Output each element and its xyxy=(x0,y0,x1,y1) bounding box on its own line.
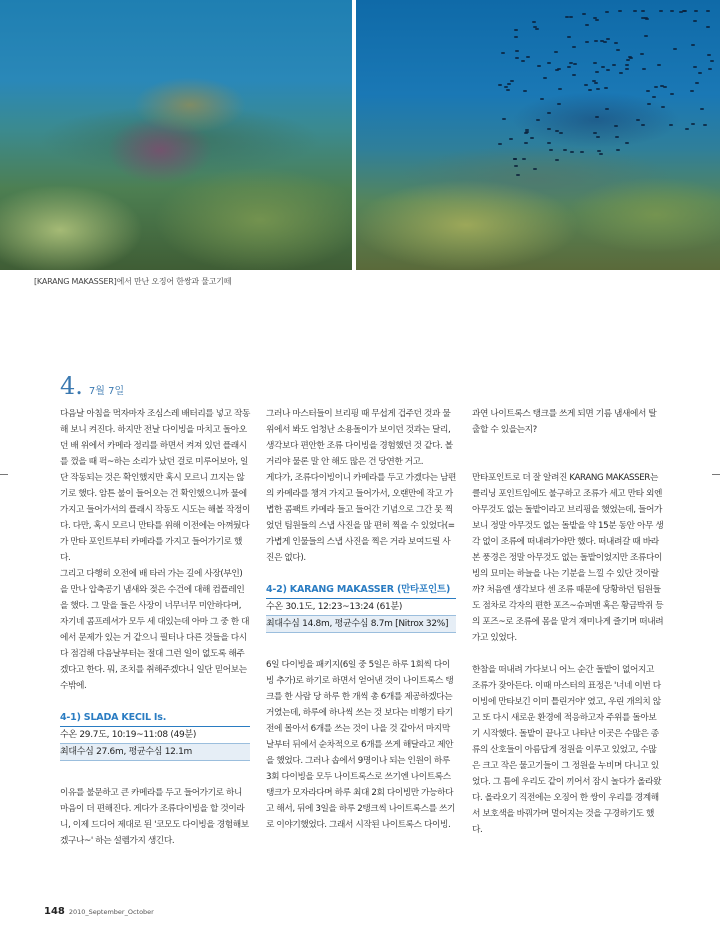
fish-shape xyxy=(695,82,699,84)
paragraph: 그리고 다행히 오전에 배 타러 가는 길에 사장(부인)을 만나 압축공기 냄새와 젖은 수건에 대해 컴플레인을 했다. 그 말을 들은 사장이 너무너무 미안하다며, 자기네 콤프레셔가 모두 세 대있는데 아마 그 중 한 대에서 문제가 있는 거 같으니 필터나 다른 것들을 다시 다 점검해 다음날부터는 절대 그런 일이 없도록 해주겠다고 한다. 뭐, 조치를 취해주겠다니 일단 믿어보는 수밖에. xyxy=(60,569,250,691)
text-column-2 xyxy=(266,406,456,833)
fish-shape xyxy=(536,119,540,121)
cuttlefish-photo xyxy=(0,0,352,270)
fish-shape xyxy=(670,10,674,12)
fish-shape xyxy=(593,62,597,64)
dive-info-box xyxy=(266,582,456,633)
fish-shape xyxy=(693,66,697,68)
fish-shape xyxy=(498,84,502,86)
fish-shape xyxy=(595,116,599,118)
fish-shape xyxy=(567,36,571,38)
fish-shape xyxy=(640,53,644,55)
fish-shape xyxy=(514,165,518,167)
fish-shape xyxy=(606,69,610,71)
fish-shape xyxy=(554,51,558,53)
fish-shape xyxy=(507,83,511,85)
fish-shape xyxy=(647,103,651,105)
fish-shape xyxy=(673,48,677,50)
fish-shape xyxy=(636,119,640,121)
fish-shape xyxy=(614,42,618,44)
fish-shape xyxy=(585,24,589,26)
fish-shape xyxy=(641,10,645,12)
text-column-3 xyxy=(472,406,664,838)
paragraph: 과연 나이트록스 탱크를 쓰게 되면 기름 냄새에서 탈출할 수 있을는지? xyxy=(472,409,657,435)
paragraph: 이유를 불문하고 큰 카메라를 두고 들어가기로 하니 마음이 더 편해진다. 게다가 조류다이빙을 할 것이라니, 이제 드디어 제대로 된 '코모도 다이빙을 경험해보겠구나~' 하는 설렘가지 생긴다. xyxy=(60,788,249,846)
fish-shape xyxy=(710,60,714,62)
fish-shape xyxy=(509,138,513,140)
fish-shape xyxy=(555,159,559,161)
fish-shape xyxy=(540,98,544,100)
fish-shape xyxy=(525,131,529,133)
fish-shape xyxy=(549,149,553,151)
fish-shape xyxy=(563,149,567,151)
fish-shape xyxy=(573,63,577,65)
fish-shape xyxy=(606,38,610,40)
fish-shape xyxy=(642,68,646,70)
fish-shape xyxy=(694,10,698,12)
dive-info-time: 수온 30.1도, 12:23~13:24 (61분) xyxy=(266,599,456,616)
fish-shape xyxy=(626,59,630,61)
fish-shape xyxy=(605,108,609,110)
fish-shape xyxy=(616,149,620,151)
fish-shape xyxy=(572,46,576,48)
photo-caption: [KARANG MAKASSER]에서 만난 오징어 한쌍과 물고기떼 xyxy=(34,277,232,286)
paragraph: 6일 다이빙을 패키지(6일 중 5일은 하루 1회씩 다이빙 추가)로 하기로 하면서 얻어낸 것이 나이트록스 탱크를 한 사람 당 하루 한 개씩 총 6개를 제공하겠다는 거였는데, 하루에 하나씩 쓰는 것 보다는 비행기 타기 전에 몰아서 6개를 쓰는 것이 나을 것 같아서 마지막 날부터 뒤에서 순차적으로 6개를 쓰게 해달라고 제안을 했었다. 그러나 솝에서 9명이나 되는 인원이 하루 3회 다이빙을 모두 나이트록스로 쓰기엔 나이트록스 탱크가 모자라다며 하루 최대 2회 다이빙만 가능하다고 해서, 뒤에 3일을 하루 2탱크씩 나이트록스를 쓰기로 이야기했었다. 그래서 시작된 나이트록스 다이빙. xyxy=(266,660,455,830)
dive-info-title: 4-1) SLADA KECIL Is. xyxy=(60,710,250,727)
registration-mark xyxy=(712,474,720,475)
fish-shape xyxy=(625,142,629,144)
fish-shape xyxy=(707,54,711,56)
fish-shape xyxy=(593,17,597,19)
fish-shape xyxy=(601,66,605,68)
fish-shape xyxy=(558,88,562,90)
fish-shape xyxy=(625,64,629,66)
fish-shape xyxy=(584,84,588,86)
fish-shape xyxy=(569,62,573,64)
fish-shape xyxy=(516,174,520,176)
fish-shape xyxy=(570,151,574,153)
fish-shape xyxy=(557,103,561,105)
fish-shape xyxy=(660,85,664,87)
dive-info-time: 수온 29.7도, 10:19~11:08 (49분) xyxy=(60,727,250,744)
fish-shape xyxy=(522,158,526,160)
fish-shape xyxy=(525,129,529,131)
fish-shape xyxy=(683,10,687,12)
fish-shape xyxy=(532,21,536,23)
fish-shape xyxy=(703,124,707,126)
fish-shape xyxy=(599,153,603,155)
fish-shape xyxy=(614,125,618,127)
fish-shape xyxy=(618,10,622,12)
fish-shape xyxy=(521,60,525,62)
fish-shape xyxy=(669,124,673,126)
fish-shape xyxy=(670,93,674,95)
fish-shape xyxy=(592,80,596,82)
fish-shape xyxy=(580,151,584,153)
paragraph: 만타포인트로 더 잘 알려진 KARANG MAKASSER는 클리닝 포인트임에도 불구하고 조류가 세고 만타 외엔 아무것도 없는 돌밭이라고 브리핑을 했었는데, 들어가 보니 정말 아무것도 없는 돌밭을 약 15분 동안 아무 생각 없이 조류에 떠내려가야만 했다. 떠내려갈 때 바라본 풍경은 정말 아무것도 없는 돌밭이었지만 조류다이빙의 묘미는 하늘을 나는 기분을 느낄 수 있단 것이랄까? 처음엔 생각보다 센 조류 때문에 당황하던 팀원들도 점차로 각자의 편한 포즈~슈퍼맨 혹은 황금박쥐 등의 포즈~로 조류에 몸을 맡겨 재미나게 즐기며 떠내려가고 있었다. xyxy=(472,473,664,643)
fish-shape xyxy=(559,132,563,134)
fish-shape xyxy=(615,136,619,138)
page-footer xyxy=(44,906,154,917)
fish-shape xyxy=(652,96,656,98)
fish-shape xyxy=(510,80,514,82)
fish-shape xyxy=(594,82,598,84)
paragraph: 다음날 아침을 먹자마자 조심스레 배터리를 넣고 작동해 보니 켜진다. 하지만 전날 다이빙을 마치고 돌아오던 배 위에서 카메라 정리를 하면서 켜져 있던 플래시를 껐을 때 퍽~하는 소리가 났던 걸로 미루어보아, 일단 작동되는 것은 확인했지만 혹시 모르니 끄지는 않기로 했다. 암튼 불이 들어오는 건 확인했으니까 물에 가지고 들어가서의 플래시 작동도 시도는 해볼 작정이다. 다만, 혹시 모르니 만타를 위해 이전에는 아껴뒀다가 만타 포인트부터 카메라를 가지고 들어가기로 했다. xyxy=(60,409,250,563)
fish-shape xyxy=(514,36,518,38)
fish-shape xyxy=(595,71,599,73)
fish-shape xyxy=(547,62,551,64)
fish-shape xyxy=(543,77,547,79)
fish-shape xyxy=(533,168,537,170)
fish-shape xyxy=(691,123,695,125)
fish-shape xyxy=(659,10,663,12)
fish-shape xyxy=(625,68,629,70)
fish-shape xyxy=(596,136,600,138)
paragraph: 게다가, 조류다이빙이니 카메라를 두고 가겠다는 남편의 카메라를 챙겨 가지고 들어가서, 오랜만에 작고 가볍한 콤팩트 카메라 들고 들어간 기념으로 그간 못 찍었던 팀원들의 스냅 사진을 많 편히 찍을 수 있었다(=가볍게 인물들의 스냅 사진을 찍은 거라 보여드릴 사진은 없다). xyxy=(266,473,456,563)
fish-shape xyxy=(644,35,648,37)
fish-shape xyxy=(567,66,571,68)
paragraph: 한참을 떠내려 가다보니 어느 순간 돌밭이 없어지고 조류가 잦아든다. 이때 마스터의 표정은 '너네 이번 다이빙에 만타보긴 이미 틀린거야' 였고, 우린 개의치 않고 또 다시 새로운 환경에 적응하고자 주위를 돌아보기 시작했다. 돌밭이 끝나고 나타난 이곳은 수많은 종류의 산호들이 아름답게 정원을 이루고 있었고, 수많은 크고 작은 물고기들이 그 정원을 누비며 다니고 있었다. 그 틈에 우리도 같이 끼어서 잠시 놀다가 올라왔다. 올라오기 직전에는 오징어 한 쌍이 우리를 경계해서 보호색을 바꿔가며 멀어지는 것을 구경하기도 했다. xyxy=(472,665,662,835)
fish-shape xyxy=(582,13,586,15)
fish-shape xyxy=(588,89,592,91)
fish-shape xyxy=(585,41,589,43)
page-number: 148 xyxy=(44,906,65,917)
fish-shape xyxy=(515,50,519,52)
fish-shape xyxy=(612,64,616,66)
fish-shape xyxy=(501,52,505,54)
fish-school-photo xyxy=(356,0,720,270)
text-column-1 xyxy=(60,406,250,849)
fish-shape xyxy=(593,132,597,134)
fish-shape xyxy=(498,143,502,145)
fish-shape xyxy=(526,56,530,58)
paragraph: 그러나 마스터들이 브리핑 때 무섭게 겁주던 것과 물 위에서 봐도 엄청난 소용돌이가 보이던 것과는 달리, 생각보다 편안한 조류 다이빙을 경험했던 것 같다. 볼거리야 물론 말 안 해도 많은 건 당연한 거고. xyxy=(266,409,453,467)
fish-shape xyxy=(572,74,576,76)
fish-shape xyxy=(646,90,650,92)
fish-shape xyxy=(706,10,710,12)
section-date: 7월 7일 xyxy=(88,386,125,397)
fish-shape xyxy=(603,41,607,43)
fish-shape xyxy=(594,40,598,42)
fish-shape xyxy=(628,56,632,58)
fish-shape xyxy=(708,68,712,70)
fish-shape xyxy=(547,142,551,144)
fish-shape xyxy=(633,10,637,12)
fish-shape xyxy=(569,16,573,18)
fish-shape xyxy=(693,20,697,22)
fish-shape xyxy=(645,18,649,20)
fish-shape xyxy=(506,89,510,91)
fish-shape xyxy=(502,118,506,120)
fish-shape xyxy=(616,49,620,51)
fish-shape xyxy=(657,64,661,66)
fish-shape xyxy=(504,86,508,88)
fish-shape xyxy=(698,72,702,74)
fish-shape xyxy=(515,57,519,59)
fish-shape xyxy=(547,112,551,114)
fish-shape xyxy=(706,26,710,28)
fish-shape xyxy=(691,44,695,46)
fish-shape xyxy=(557,68,561,70)
dive-info-depth: 최대수심 14.8m, 평균수심 8.7m [Nitrox 32%] xyxy=(266,616,456,633)
section-heading xyxy=(60,372,124,400)
dive-info-box xyxy=(60,710,250,761)
fish-shape xyxy=(513,158,517,160)
fish-shape xyxy=(685,128,689,130)
fish-shape xyxy=(661,106,665,108)
fish-shape xyxy=(619,72,623,74)
fish-shape xyxy=(523,90,527,92)
fish-shape xyxy=(514,29,518,31)
fish-shape xyxy=(654,86,658,88)
fish-shape xyxy=(595,19,599,21)
fish-shape xyxy=(524,142,528,144)
fish-shape xyxy=(596,88,600,90)
fish-shape xyxy=(537,65,541,67)
dive-info-title: 4-2) KARANG MAKASSER (만타포인트) xyxy=(266,582,456,599)
fish-shape xyxy=(530,137,534,139)
fish-shape xyxy=(604,87,608,89)
fish-shape xyxy=(700,108,704,110)
fish-shape xyxy=(535,28,539,30)
dive-info-depth: 최대수심 27.6m, 평균수심 12.1m xyxy=(60,744,250,761)
fish-shape xyxy=(547,128,551,130)
fish-shape xyxy=(641,124,645,126)
fish-shape xyxy=(605,11,609,13)
registration-mark xyxy=(0,474,8,475)
section-number: 4. xyxy=(60,372,83,400)
issue-label: 2010_September_October xyxy=(68,908,154,916)
fish-shape xyxy=(533,26,537,28)
fish-shape xyxy=(690,90,694,92)
fish-shape xyxy=(555,130,559,132)
fish-shape xyxy=(597,150,601,152)
